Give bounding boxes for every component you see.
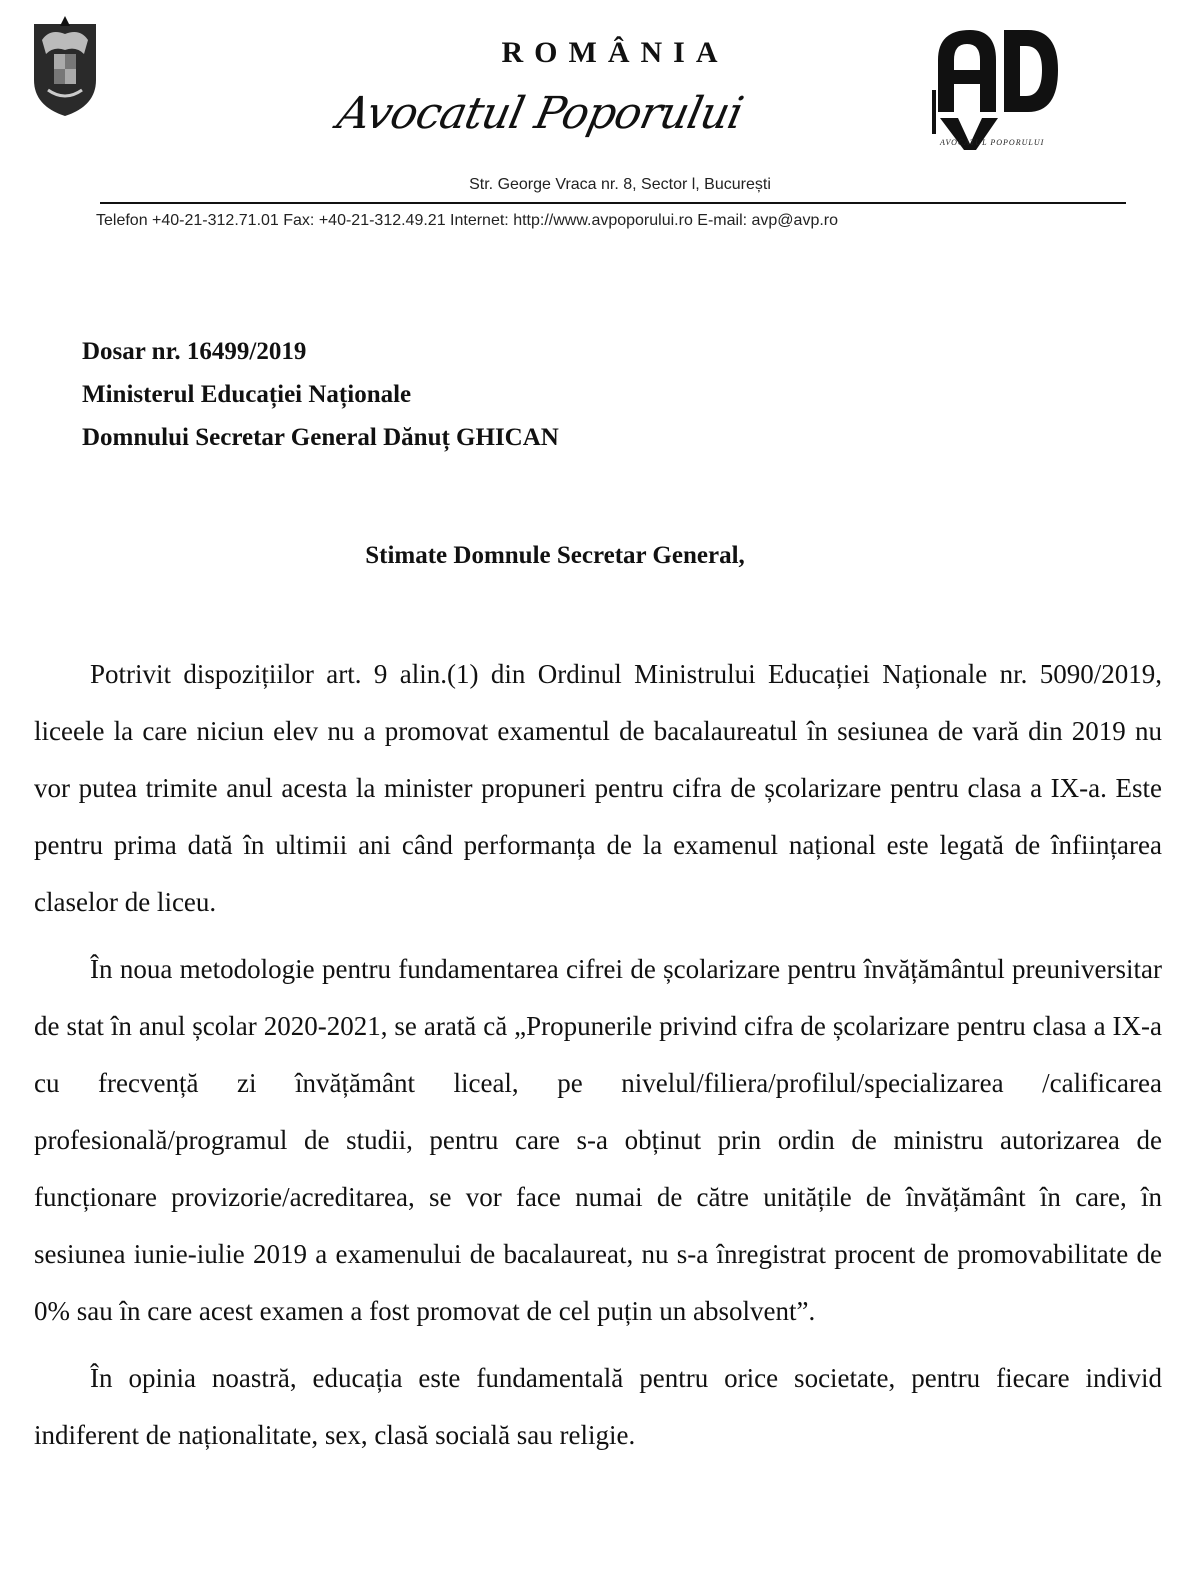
header-divider	[100, 202, 1126, 204]
file-number: Dosar nr. 16499/2019	[82, 338, 307, 365]
recipient-name: Domnului Secretar General Dănuț GHICAN	[82, 424, 559, 451]
ministry-name: Ministerul Educației Naționale	[82, 381, 412, 408]
body-paragraph: În noua metodologie pentru fundamentarea cifrei de școlarizare pentru învățământul preuniversitar de stat în anul școlar 2020-2021, se arată că „Propunerile privind cifra de școlarizare pentru clasa a IX-a cu frecvență zi învățământ liceal, pe nivelul/filiera/profilul/specializarea /calificarea profesională/programul de studii, pentru care s-a obținut prin ordin de ministru autorizarea de funcționare provizorie/acreditarea, se vor face numai de către unitățile de învățământ în care, în sesiunea iunie-iulie 2019 a examenului de bacalaureat, nu s-a înregistrat procent de promovabilitate de 0% sau în care acest examen a fost promovat de cel puțin un absolvent”.	[34, 954, 1162, 1326]
body-paragraph: Potrivit dispozițiilor art. 9 alin.(1) din Ordinul Ministrului Educației Naționale nr. 5090/2019, liceele la care niciun elev nu a promovat examentul de bacalaureatul în sesiunea de vară din 2019 nu vor putea trimite anul acesta la minister propuneri pentru cifra de școlarizare pentru clasa a IX-a. Este pentru prima dată în ultimii ani când performanța de la examenul național este legată de înființarea claselor de liceu.	[34, 659, 1162, 917]
letter-body	[34, 646, 1162, 1474]
ap-logo-icon	[918, 20, 1068, 155]
salutation: Stimate Domnule Secretar General,	[365, 542, 745, 569]
addressee-block	[82, 330, 559, 459]
body-paragraph: În opinia noastră, educația este fundamentală pentru orice societate, pentru fiecare individ indiferent de naționalitate, sex, clasă socială sau religie.	[34, 1363, 1162, 1450]
country-name: ROMÂNIA	[501, 36, 729, 69]
institution-wordmark: Avocatul Poporului	[333, 88, 747, 139]
logo-caption: AVOCATUL POPORULUI	[940, 138, 1045, 147]
address-line: Str. George Vraca nr. 8, Sector l, București	[469, 176, 771, 193]
contacts-line: Telefon +40-21-312.71.01 Fax: +40-21-312.49.21 Internet: http://www.avpoporului.ro E-mail: avp@avp.ro	[96, 212, 839, 229]
